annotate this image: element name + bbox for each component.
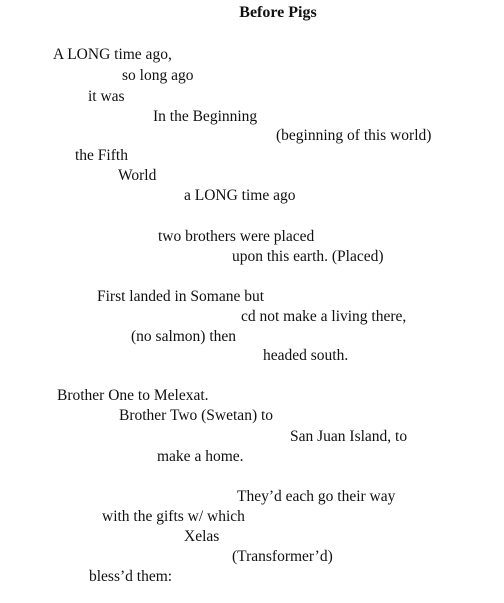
poem-line: the Fifth [75, 147, 128, 164]
poem-line: cd not make a living there, [241, 308, 407, 325]
poem-line: First landed in Somane but [97, 288, 265, 305]
poem-line: (no salmon) then [131, 328, 237, 345]
poem-line: In the Beginning [153, 108, 258, 125]
poem-title: Before Pigs [239, 4, 317, 21]
poem-line: bless’d them: [89, 568, 173, 585]
poem-line: A LONG time ago, [53, 46, 172, 63]
poem-line: headed south. [263, 347, 349, 364]
poem-line: a LONG time ago [184, 187, 296, 204]
poem-line: make a home. [157, 448, 244, 465]
poem-line: Brother One to Melexat. [57, 387, 209, 404]
poem-line: it was [88, 88, 125, 105]
poem-line: San Juan Island, to [290, 428, 408, 445]
poem-line: upon this earth. (Placed) [232, 248, 384, 265]
poem-line: two brothers were placed [158, 228, 315, 245]
poem-line: World [118, 167, 157, 184]
poem-line: with the gifts w/ which [102, 508, 245, 525]
poem-line: Brother Two (Swetan) to [119, 407, 274, 424]
poem-line: (Transformer’d) [232, 548, 333, 565]
poem-line: Xelas [184, 528, 220, 545]
poem-line: (beginning of this world) [276, 127, 432, 144]
poem-line: so long ago [122, 67, 194, 84]
poem-line: They’d each go their way [237, 488, 396, 505]
